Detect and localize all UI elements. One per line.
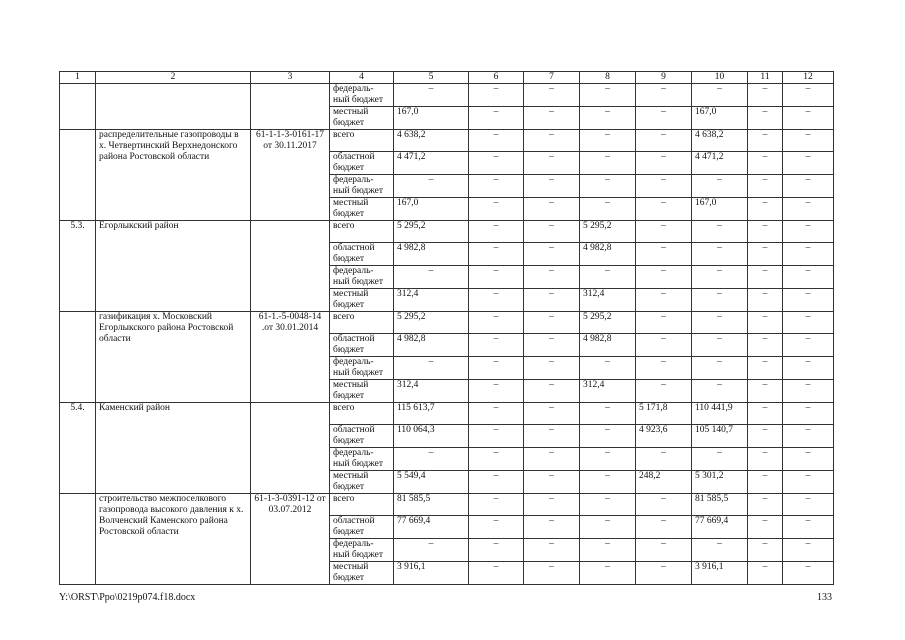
- value-cell: –: [783, 448, 834, 471]
- value-cell: –: [636, 130, 692, 152]
- table-body: [60, 84, 834, 585]
- budget-type-cell: федераль-ный бюджет: [330, 175, 394, 198]
- value-cell: –: [469, 312, 524, 334]
- value-cell: –: [636, 243, 692, 266]
- value-cell: 167,0: [394, 107, 469, 130]
- table-header-row: [60, 72, 834, 84]
- budget-type-cell: местный бюджет: [330, 562, 394, 585]
- value-cell: –: [783, 221, 834, 243]
- table-row: [60, 130, 834, 152]
- budget-type-cell: федераль-ный бюджет: [330, 539, 394, 562]
- value-cell: –: [469, 562, 524, 585]
- value-cell: –: [394, 84, 469, 107]
- value-cell: –: [469, 289, 524, 312]
- table-row: [60, 221, 834, 243]
- row-code-cell: 61-1-3-0391-12 от 03.07.2012: [251, 494, 330, 585]
- value-cell: –: [692, 266, 748, 289]
- value-cell: –: [524, 334, 580, 357]
- value-cell: –: [748, 334, 783, 357]
- value-cell: –: [469, 539, 524, 562]
- value-cell: –: [394, 357, 469, 380]
- value-cell: –: [748, 562, 783, 585]
- value-cell: –: [692, 221, 748, 243]
- column-header: 9: [636, 72, 692, 84]
- row-name-cell: газификация х. Московский Егорлыкского района Ростовской области: [96, 312, 251, 403]
- value-cell: –: [692, 175, 748, 198]
- row-code-cell: [251, 403, 330, 494]
- value-cell: –: [783, 198, 834, 221]
- value-cell: –: [748, 221, 783, 243]
- value-cell: 4 982,8: [394, 334, 469, 357]
- row-code-cell: 61-1-1-3-0161-17 от 30.11.2017: [251, 130, 330, 221]
- value-cell: 5 301,2: [692, 471, 748, 494]
- value-cell: –: [580, 175, 636, 198]
- value-cell: 77 669,4: [394, 516, 469, 539]
- value-cell: –: [580, 266, 636, 289]
- value-cell: 5 171,8: [636, 403, 692, 425]
- value-cell: –: [580, 357, 636, 380]
- column-header: 7: [524, 72, 580, 84]
- value-cell: 115 613,7: [394, 403, 469, 425]
- value-cell: –: [524, 425, 580, 448]
- row-name-cell: строительство межпоселкового газопровода высокого давления к х. Волченский Каменского района Ростовской области: [96, 494, 251, 585]
- value-cell: –: [524, 243, 580, 266]
- budget-type-cell: областной бюджет: [330, 425, 394, 448]
- value-cell: 5 295,2: [394, 221, 469, 243]
- value-cell: –: [580, 84, 636, 107]
- value-cell: –: [636, 266, 692, 289]
- value-cell: –: [394, 266, 469, 289]
- budget-type-cell: местный бюджет: [330, 471, 394, 494]
- value-cell: –: [783, 471, 834, 494]
- value-cell: –: [748, 243, 783, 266]
- value-cell: –: [469, 243, 524, 266]
- value-cell: –: [692, 380, 748, 403]
- column-header: 8: [580, 72, 636, 84]
- table-row: [60, 312, 834, 334]
- column-header: 10: [692, 72, 748, 84]
- value-cell: –: [636, 198, 692, 221]
- value-cell: –: [524, 198, 580, 221]
- value-cell: 4 982,8: [394, 243, 469, 266]
- table-row: [60, 403, 834, 425]
- value-cell: 4 471,2: [692, 152, 748, 175]
- value-cell: –: [748, 539, 783, 562]
- row-name-cell: Каменский район: [96, 403, 251, 494]
- value-cell: –: [469, 175, 524, 198]
- value-cell: –: [469, 334, 524, 357]
- budget-table: [59, 71, 834, 585]
- value-cell: –: [580, 448, 636, 471]
- value-cell: –: [469, 471, 524, 494]
- value-cell: –: [580, 198, 636, 221]
- row-number-cell: [60, 312, 96, 403]
- budget-type-cell: федераль-ный бюджет: [330, 266, 394, 289]
- value-cell: 312,4: [580, 380, 636, 403]
- value-cell: –: [580, 471, 636, 494]
- row-code-cell: [251, 221, 330, 312]
- value-cell: –: [636, 357, 692, 380]
- value-cell: –: [692, 84, 748, 107]
- value-cell: 167,0: [394, 198, 469, 221]
- value-cell: –: [748, 289, 783, 312]
- value-cell: –: [783, 516, 834, 539]
- value-cell: 5 549,4: [394, 471, 469, 494]
- value-cell: –: [469, 266, 524, 289]
- value-cell: –: [783, 312, 834, 334]
- value-cell: –: [636, 380, 692, 403]
- value-cell: 77 669,4: [692, 516, 748, 539]
- value-cell: –: [580, 152, 636, 175]
- value-cell: –: [469, 152, 524, 175]
- value-cell: –: [783, 84, 834, 107]
- table-row: [60, 494, 834, 516]
- value-cell: –: [524, 539, 580, 562]
- value-cell: –: [783, 494, 834, 516]
- value-cell: –: [748, 471, 783, 494]
- value-cell: –: [783, 380, 834, 403]
- value-cell: –: [783, 357, 834, 380]
- value-cell: –: [748, 84, 783, 107]
- value-cell: –: [692, 243, 748, 266]
- value-cell: –: [469, 380, 524, 403]
- value-cell: –: [748, 130, 783, 152]
- value-cell: –: [783, 334, 834, 357]
- budget-type-cell: федераль-ный бюджет: [330, 84, 394, 107]
- value-cell: –: [469, 357, 524, 380]
- value-cell: –: [580, 107, 636, 130]
- value-cell: –: [394, 175, 469, 198]
- value-cell: 3 916,1: [692, 562, 748, 585]
- value-cell: –: [580, 539, 636, 562]
- value-cell: –: [748, 494, 783, 516]
- row-name-cell: Егорлыкский район: [96, 221, 251, 312]
- row-number-cell: 5.4.: [60, 403, 96, 494]
- column-header: 11: [748, 72, 783, 84]
- value-cell: –: [748, 357, 783, 380]
- value-cell: –: [580, 562, 636, 585]
- row-number-cell: 5.3.: [60, 221, 96, 312]
- value-cell: –: [636, 289, 692, 312]
- value-cell: –: [636, 516, 692, 539]
- value-cell: 81 585,5: [394, 494, 469, 516]
- value-cell: 5 295,2: [580, 221, 636, 243]
- row-name-cell: [96, 84, 251, 130]
- budget-type-cell: федераль-ный бюджет: [330, 357, 394, 380]
- value-cell: –: [783, 562, 834, 585]
- budget-type-cell: местный бюджет: [330, 380, 394, 403]
- value-cell: –: [524, 130, 580, 152]
- value-cell: –: [394, 539, 469, 562]
- value-cell: –: [636, 448, 692, 471]
- budget-type-cell: областной бюджет: [330, 152, 394, 175]
- value-cell: –: [524, 312, 580, 334]
- value-cell: –: [636, 494, 692, 516]
- column-header: 12: [783, 72, 834, 84]
- budget-type-cell: областной бюджет: [330, 334, 394, 357]
- value-cell: 312,4: [394, 289, 469, 312]
- value-cell: –: [636, 334, 692, 357]
- value-cell: –: [524, 448, 580, 471]
- value-cell: –: [748, 266, 783, 289]
- value-cell: 248,2: [636, 471, 692, 494]
- row-code-cell: 61-1.-5-0048-14 .от 30.01.2014: [251, 312, 330, 403]
- value-cell: –: [524, 471, 580, 494]
- value-cell: –: [783, 539, 834, 562]
- value-cell: –: [692, 312, 748, 334]
- budget-type-cell: всего: [330, 130, 394, 152]
- value-cell: –: [469, 448, 524, 471]
- budget-type-cell: местный бюджет: [330, 107, 394, 130]
- value-cell: –: [524, 266, 580, 289]
- value-cell: –: [580, 494, 636, 516]
- value-cell: –: [692, 539, 748, 562]
- value-cell: –: [469, 425, 524, 448]
- value-cell: 5 295,2: [394, 312, 469, 334]
- value-cell: –: [469, 494, 524, 516]
- value-cell: –: [636, 107, 692, 130]
- value-cell: –: [580, 516, 636, 539]
- value-cell: –: [748, 175, 783, 198]
- value-cell: 4 638,2: [394, 130, 469, 152]
- value-cell: –: [524, 380, 580, 403]
- value-cell: 105 140,7: [692, 425, 748, 448]
- value-cell: –: [636, 175, 692, 198]
- value-cell: –: [524, 221, 580, 243]
- value-cell: 4 471,2: [394, 152, 469, 175]
- value-cell: –: [748, 380, 783, 403]
- value-cell: 4 982,8: [580, 243, 636, 266]
- value-cell: –: [580, 130, 636, 152]
- value-cell: 81 585,5: [692, 494, 748, 516]
- table-row: [60, 84, 834, 107]
- value-cell: –: [580, 403, 636, 425]
- budget-type-cell: местный бюджет: [330, 198, 394, 221]
- value-cell: 4 982,8: [580, 334, 636, 357]
- value-cell: –: [748, 403, 783, 425]
- value-cell: –: [469, 221, 524, 243]
- value-cell: –: [524, 289, 580, 312]
- budget-type-cell: всего: [330, 494, 394, 516]
- column-header: 6: [469, 72, 524, 84]
- value-cell: 110 441,9: [692, 403, 748, 425]
- budget-type-cell: областной бюджет: [330, 243, 394, 266]
- page-number: 133: [817, 592, 832, 603]
- value-cell: –: [394, 448, 469, 471]
- value-cell: –: [692, 357, 748, 380]
- value-cell: –: [692, 289, 748, 312]
- column-header: 5: [394, 72, 469, 84]
- column-header: 1: [60, 72, 96, 84]
- row-name-cell: распределительные газопроводы в х. Четвертинский Верхнедонского района Ростовской области: [96, 130, 251, 221]
- value-cell: –: [692, 448, 748, 471]
- budget-type-cell: всего: [330, 312, 394, 334]
- value-cell: –: [748, 516, 783, 539]
- row-number-cell: [60, 84, 96, 130]
- value-cell: –: [783, 266, 834, 289]
- value-cell: –: [524, 494, 580, 516]
- value-cell: 312,4: [394, 380, 469, 403]
- value-cell: –: [748, 198, 783, 221]
- value-cell: –: [636, 221, 692, 243]
- value-cell: –: [748, 107, 783, 130]
- value-cell: –: [783, 152, 834, 175]
- value-cell: 4 638,2: [692, 130, 748, 152]
- value-cell: –: [636, 152, 692, 175]
- budget-type-cell: местный бюджет: [330, 289, 394, 312]
- value-cell: –: [524, 403, 580, 425]
- value-cell: –: [469, 107, 524, 130]
- column-header: 4: [330, 72, 394, 84]
- value-cell: –: [748, 152, 783, 175]
- value-cell: –: [636, 312, 692, 334]
- value-cell: –: [783, 130, 834, 152]
- budget-type-cell: областной бюджет: [330, 516, 394, 539]
- value-cell: –: [748, 425, 783, 448]
- value-cell: –: [524, 516, 580, 539]
- value-cell: –: [524, 357, 580, 380]
- value-cell: –: [748, 312, 783, 334]
- value-cell: –: [783, 425, 834, 448]
- row-number-cell: [60, 494, 96, 585]
- budget-type-cell: всего: [330, 221, 394, 243]
- value-cell: –: [469, 403, 524, 425]
- value-cell: –: [580, 425, 636, 448]
- footer-file-path: Y:\ORST\Ppo\0219p074.f18.docx: [59, 592, 196, 603]
- value-cell: 312,4: [580, 289, 636, 312]
- value-cell: –: [692, 334, 748, 357]
- value-cell: –: [524, 107, 580, 130]
- value-cell: –: [636, 539, 692, 562]
- value-cell: 3 916,1: [394, 562, 469, 585]
- value-cell: –: [783, 289, 834, 312]
- value-cell: 4 923,6: [636, 425, 692, 448]
- column-header: 3: [251, 72, 330, 84]
- value-cell: –: [469, 84, 524, 107]
- row-number-cell: [60, 130, 96, 221]
- value-cell: –: [748, 448, 783, 471]
- value-cell: 110 064,3: [394, 425, 469, 448]
- value-cell: –: [783, 107, 834, 130]
- value-cell: –: [524, 562, 580, 585]
- row-code-cell: [251, 84, 330, 130]
- value-cell: –: [783, 243, 834, 266]
- value-cell: –: [524, 175, 580, 198]
- value-cell: 167,0: [692, 107, 748, 130]
- value-cell: –: [783, 403, 834, 425]
- column-header: 2: [96, 72, 251, 84]
- value-cell: –: [469, 198, 524, 221]
- value-cell: –: [636, 84, 692, 107]
- value-cell: –: [469, 516, 524, 539]
- value-cell: –: [524, 84, 580, 107]
- value-cell: 167,0: [692, 198, 748, 221]
- value-cell: 5 295,2: [580, 312, 636, 334]
- value-cell: –: [524, 152, 580, 175]
- budget-type-cell: всего: [330, 403, 394, 425]
- value-cell: –: [636, 562, 692, 585]
- budget-type-cell: федераль-ный бюджет: [330, 448, 394, 471]
- value-cell: –: [469, 130, 524, 152]
- value-cell: –: [783, 175, 834, 198]
